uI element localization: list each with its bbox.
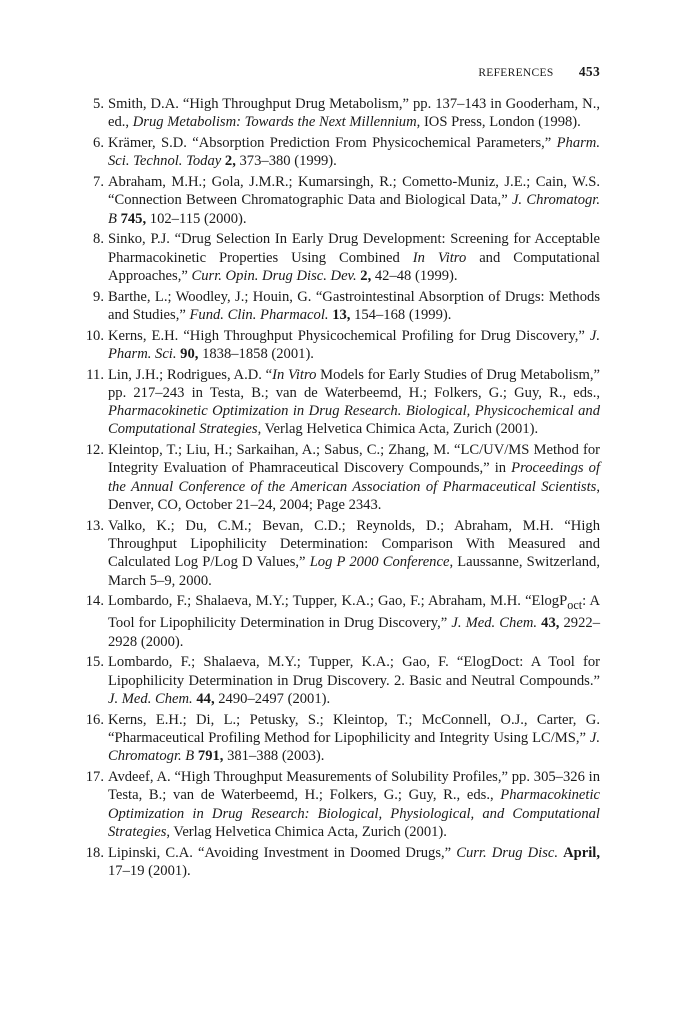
- text-run: 154–168 (1999).: [350, 306, 452, 323]
- reference-text: [108, 289, 600, 323]
- reference-item: [0, 327, 600, 364]
- italic-text: Log P 2000 Conference: [309, 554, 450, 571]
- reference-item: [0, 230, 600, 285]
- reference-text: [108, 769, 600, 840]
- reference-item: [0, 653, 600, 708]
- reference-item: [0, 517, 600, 590]
- reference-number: 15 .: [74, 653, 104, 671]
- italic-text: Pharmacokinetic Optimization in Drug Research: Biological, Physiological, and Computational Strategies: [108, 787, 600, 840]
- text-run: Barthe, L.; Woodley, J.; Houin, G. “Gastrointestinal Absorption of Drugs: Methods and Studies,”: [108, 288, 600, 323]
- reference-number: 18 .: [74, 844, 104, 862]
- text-run: 17–19 (2001).: [108, 862, 191, 879]
- page-number: 453: [578, 64, 600, 79]
- reference-number: 16 .: [74, 711, 104, 729]
- text-run: Lin, J.H.; Rodrigues, A.D. “: [108, 366, 273, 383]
- section-title: REFERENCES: [478, 67, 554, 79]
- reference-text: [108, 231, 600, 284]
- text-run: , Denver, CO, October 21–24, 2004; Page 2343.: [108, 478, 600, 513]
- italic-text: J. Med. Chem.: [108, 691, 193, 708]
- reference-text: [108, 845, 600, 879]
- bold-text: 43,: [541, 615, 560, 632]
- text-run: , IOS Press, London (1998).: [416, 114, 581, 131]
- reference-item: [0, 592, 600, 651]
- reference-text: [108, 367, 600, 438]
- bold-text: 2,: [224, 153, 236, 170]
- text-run: , Laussanne, Switzerland, March 5–9, 2000.: [108, 554, 600, 589]
- text-run: Krämer, S.D. “Absorption Prediction From Physicochemical Parameters,”: [108, 134, 557, 151]
- reference-number: 8 .: [74, 230, 104, 248]
- text-run: 381–388 (2003).: [223, 748, 325, 765]
- text-run: 1838–1858 (2001).: [198, 345, 314, 362]
- reference-item: [0, 844, 600, 881]
- italic-text: Curr. Drug Disc.: [456, 844, 559, 861]
- reference-text: [108, 135, 600, 169]
- reference-number: 11 .: [74, 366, 104, 384]
- italic-text: Proceedings of the Annual Conference of the American Association of Pharmaceutical Scientists: [108, 460, 600, 495]
- running-header: [0, 64, 600, 80]
- italic-text: Fund. Clin. Pharmacol.: [189, 306, 329, 323]
- text-run: Smith, D.A. “High Throughput Drug Metabolism,” pp. 137–143 in Gooderham, N., ed.,: [108, 96, 600, 131]
- text-run: Kerns, E.H.; Di, L.; Petusky, S.; Kleintop, T.; McConnell, O.J., Carter, G. “Pharmaceutical Profiling Method for Lipophilicity and Integrity Using LC/MS,”: [108, 711, 600, 746]
- text-run: Lombardo, F.; Shalaeva, M.Y.; Tupper, K.A.; Gao, F.; Abraham, M.H. “ElogP: [108, 593, 568, 610]
- reference-list: [0, 95, 600, 883]
- reference-number: 5 .: [74, 95, 104, 113]
- reference-item: [0, 288, 600, 325]
- text-run: Abraham, M.H.; Gola, J.M.R.; Kumarsingh, R.; Cometto-Muniz, J.E.; Cain, W.S. “Connection Between Chromatographic Data and Biological Data,”: [108, 173, 600, 209]
- reference-item: [0, 366, 600, 439]
- italic-text: In Vitro: [412, 249, 467, 266]
- text-run: , Verlag Helvetica Chimica Acta, Zurich (2001).: [257, 421, 539, 438]
- italic-text: J. Med. Chem.: [451, 615, 538, 632]
- reference-text: [108, 96, 600, 130]
- reference-text: [108, 174, 600, 227]
- bold-text: 745,: [120, 210, 147, 227]
- reference-number: 6 .: [74, 134, 104, 152]
- reference-item: [0, 95, 600, 132]
- subscript-text: oct: [567, 598, 583, 613]
- reference-number: 13 .: [74, 517, 104, 535]
- reference-number: 9 .: [74, 288, 104, 306]
- reference-text: [108, 518, 600, 589]
- reference-item: [0, 173, 600, 228]
- reference-number: 10 .: [74, 327, 104, 345]
- reference-text: [108, 328, 600, 362]
- text-run: Lombardo, F.; Shalaeva, M.Y.; Tupper, K.A.; Gao, F. “ElogDoct: A Tool for Lipophilicity Determination in Drug Discovery. 2. Basic and Neutral Compounds.”: [108, 654, 600, 689]
- italic-text: J. Pharm. Sci.: [108, 327, 600, 362]
- bold-text: April,: [563, 844, 600, 861]
- text-run: 2922–2928 (2000).: [108, 615, 600, 650]
- reference-item: [0, 768, 600, 841]
- text-run: Kleintop, T.; Liu, H.; Sarkaihan, A.; Sabus, C.; Zhang, M. “LC/UV/MS Method for Integrity Evaluation of Phamraceutical Discovery Compounds,” in: [108, 442, 600, 477]
- reference-number: 12 .: [74, 441, 104, 459]
- reference-item: [0, 134, 600, 171]
- text-run: and Computational Approaches,”: [108, 249, 600, 284]
- bold-text: 44,: [196, 691, 215, 708]
- text-run: 373–380 (1999).: [235, 153, 337, 170]
- text-run: Valko, K.; Du, C.M.; Bevan, C.D.; Reynolds, D.; Abraham, M.H. “High Throughput Lipophilicity Determination: Comparison With Measured and Calculated Log P/Log D Values,”: [108, 517, 600, 571]
- text-run: Avdeef, A. “High Throughput Measurements of Solubility Profiles,” pp. 305–326 in Testa, B.; van de Waterbeemd, H.; Folkers, G.; Guy, R., eds.,: [108, 768, 600, 804]
- reference-number: 7 .: [74, 173, 104, 191]
- text-run: 42–48 (1999).: [371, 267, 458, 284]
- reference-item: [0, 711, 600, 766]
- reference-number: 17 .: [74, 768, 104, 786]
- reference-text: [108, 712, 600, 765]
- text-run: : A Tool for Lipophilicity Determination in Drug Discovery,”: [108, 593, 601, 632]
- reference-text: [108, 593, 600, 650]
- text-run: 102–115 (2000).: [146, 210, 247, 227]
- italic-text: J. Chromatogr. B: [108, 730, 600, 765]
- reference-text: [108, 654, 600, 707]
- bold-text: 13,: [332, 306, 351, 323]
- text-run: Sinko, P.J. “Drug Selection In Early Drug Development: Screening for Acceptable Pharmacokinetic Properties Using Combined: [108, 231, 600, 266]
- italic-text: In Vitro: [272, 366, 317, 383]
- text-run: 2490–2497 (2001).: [214, 691, 331, 708]
- reference-number: 14 .: [74, 592, 104, 610]
- text-run: Models for Early Studies of Drug Metabolism,” pp. 217–243 in Testa, B.; van de Waterbeemd, H.; Folkers, G.; Guy, R., eds.,: [108, 366, 600, 401]
- reference-text: [108, 442, 600, 513]
- text-run: , Verlag Helvetica Chimica Acta, Zurich (2001).: [166, 823, 447, 840]
- italic-text: J. Chromatogr. B: [108, 192, 600, 227]
- reference-item: [0, 441, 600, 514]
- bold-text: 90,: [180, 345, 199, 362]
- italic-text: Pharmacokinetic Optimization in Drug Research. Biological, Physicochemical and Computational Strategies: [108, 403, 600, 438]
- text-run: Lipinski, C.A. “Avoiding Investment in Doomed Drugs,”: [108, 844, 457, 861]
- text-run: Kerns, E.H. “High Throughput Physicochemical Profiling for Drug Discovery,”: [108, 327, 590, 344]
- bold-text: 2,: [360, 267, 372, 284]
- italic-text: Pharm. Sci. Technol. Today: [108, 134, 600, 170]
- italic-text: Drug Metabolism: Towards the Next Millennium: [132, 114, 417, 131]
- bold-text: 791,: [197, 748, 224, 765]
- italic-text: Curr. Opin. Drug Disc. Dev.: [191, 267, 357, 284]
